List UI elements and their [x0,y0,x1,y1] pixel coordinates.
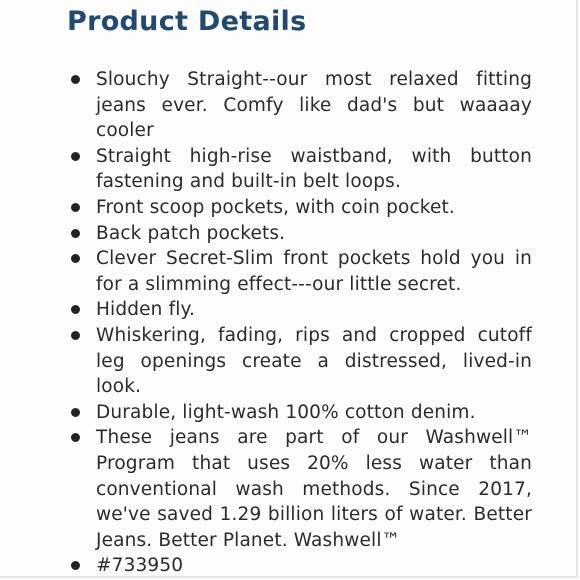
list-item [0,553,578,579]
list-item [0,246,578,297]
bullet-icon [71,254,80,263]
list-item-text: Slouchy Straight--our most relaxed fitting jeans ever. Comfy like dad's but waaaay cooler [96,69,532,142]
list-item-text: Straight high-rise waistband, with button fastening and built-in belt loops. [96,145,532,193]
bullet-icon [71,331,80,340]
bullet-icon [71,75,80,84]
bullet-icon [71,408,80,417]
list-item [0,195,578,221]
list-item-text: #733950 [96,555,184,577]
bullet-icon [71,305,80,314]
list-item-text: These jeans are part of our Washwell™ Program that uses 20% less water than conventional wash methods. Since 2017, we've saved 1.29 billion liters of water. Better Jeans. Better Planet. Washwell™ [96,427,532,551]
bullet-icon [71,561,80,570]
product-details-heading: Product Details [67,6,307,37]
list-item [0,400,578,426]
list-item [0,144,578,195]
product-details-list [0,67,578,579]
bullet-icon [71,152,80,161]
list-item-text: Clever Secret-Slim front pockets hold you in for a slimming effect---our little secret. [96,248,532,295]
bullet-icon [71,203,80,212]
list-item [0,221,578,247]
list-item-text: Durable, light-wash 100% cotton denim. [96,401,476,423]
list-item-text: Back patch pockets. [96,222,286,244]
list-item [0,297,578,323]
bullet-icon [71,229,80,238]
list-item [0,67,578,144]
list-item [0,425,578,553]
list-item-text: Hidden fly. [96,299,196,321]
list-item-text: Whiskering, fading, rips and cropped cutoff leg openings create a distressed, lived-in look. [96,324,532,398]
list-item [0,323,578,400]
list-item-text: Front scoop pockets, with coin pocket. [96,196,455,218]
bullet-icon [71,433,80,442]
